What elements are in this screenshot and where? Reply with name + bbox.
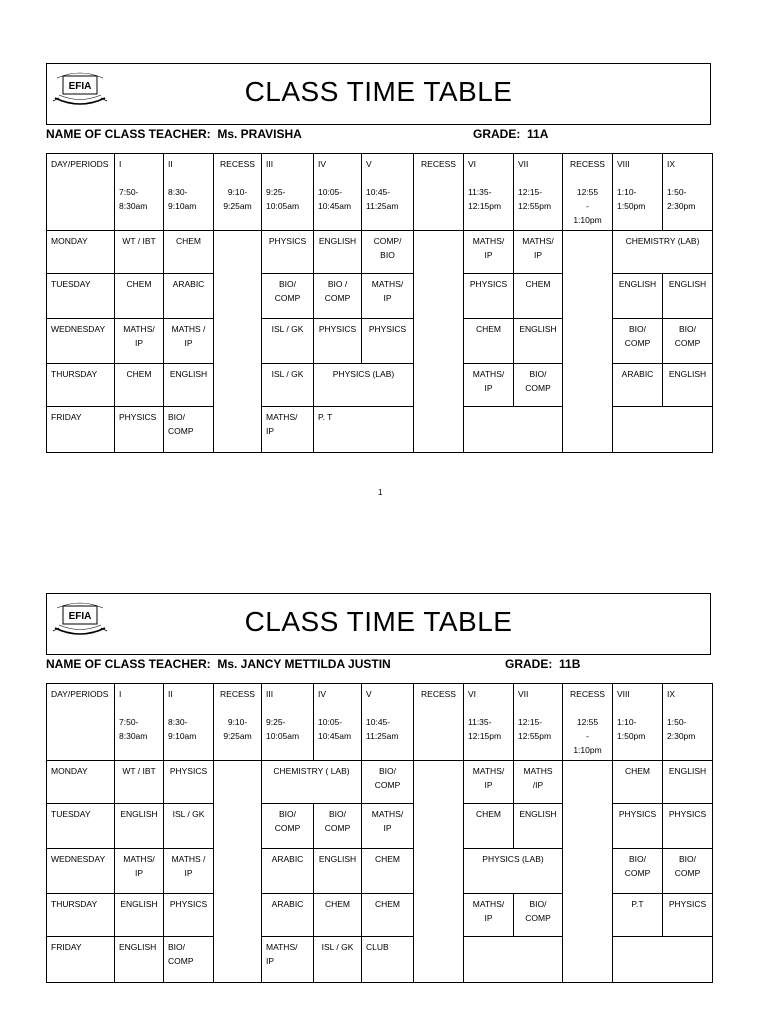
cell-wednesday-p1: MATHS/ IP	[115, 849, 164, 894]
recess-column-1	[214, 761, 262, 983]
recess-column-3	[563, 231, 613, 453]
cell-wednesday-p8: BIO/ COMP	[613, 319, 663, 364]
cell-monday-p5: BIO/ COMP	[362, 761, 414, 804]
header-period-1: I 7:50- 8:30am	[115, 154, 164, 231]
svg-text:EFIA: EFIA	[68, 611, 92, 622]
cell-monday-p9: ENGLISH	[663, 761, 713, 804]
cell-friday-p1: PHYSICS	[115, 407, 164, 453]
recess-column-3	[563, 761, 613, 983]
cell-wednesday-p4: PHYSICS	[314, 319, 362, 364]
cell-wednesday-p8: BIO/ COMP	[613, 849, 663, 894]
header-day: DAY/PERIODS	[47, 154, 115, 231]
cell-monday-p1: WT / IBT	[115, 761, 164, 804]
cell-friday-p3: MATHS/ IP	[262, 407, 314, 453]
day-wednesday: WEDNESDAY	[47, 849, 115, 894]
cell-thursday-p6: MATHS/ IP	[464, 364, 514, 407]
cell-friday-p2: BIO/ COMP	[164, 407, 214, 453]
cell-tuesday-p1: ENGLISH	[115, 804, 164, 849]
cell-thursday-p2: PHYSICS	[164, 894, 214, 937]
cell-tuesday-p2: ISL / GK	[164, 804, 214, 849]
cell-friday-p8-p9	[613, 937, 713, 983]
page-title: CLASS TIME TABLE	[244, 76, 513, 107]
cell-monday-p8: CHEM	[613, 761, 663, 804]
header-period-6: VI 11:35- 12:15pm	[464, 154, 514, 231]
cell-monday-p2: PHYSICS	[164, 761, 214, 804]
cell-friday-p4-p5: P. T	[314, 407, 414, 453]
header-period-7: VII 12:15- 12:55pm	[514, 684, 563, 761]
grade: GRADE: 11B	[505, 657, 581, 671]
timetable-grid	[46, 153, 713, 453]
cell-wednesday-p3: ARABIC	[262, 849, 314, 894]
cell-tuesday-p4: BIO/ COMP	[314, 804, 362, 849]
cell-monday-p2: CHEM	[164, 231, 214, 274]
header-period-2: II 8:30- 9:10am	[164, 684, 214, 761]
cell-friday-p1: ENGLISH	[115, 937, 164, 983]
header-period-8: VIII 1:10- 1:50pm	[613, 154, 663, 231]
header-recess-2: RECESS	[414, 154, 464, 231]
cell-thursday-p8: ARABIC	[613, 364, 663, 407]
cell-tuesday-p6: PHYSICS	[464, 274, 514, 319]
cell-thursday-p7: BIO/ COMP	[514, 894, 563, 937]
day-tuesday: TUESDAY	[47, 804, 115, 849]
header-period-4: IV 10:05- 10:45am	[314, 154, 362, 231]
header-recess-2: RECESS	[414, 684, 464, 761]
cell-tuesday-p1: CHEM	[115, 274, 164, 319]
cell-wednesday-p7: ENGLISH	[514, 319, 563, 364]
cell-tuesday-p7: CHEM	[514, 274, 563, 319]
header-period-6: VI 11:35- 12:15pm	[464, 684, 514, 761]
header-period-2: II 8:30- 9:10am	[164, 154, 214, 231]
cell-tuesday-p5: MATHS/ IP	[362, 804, 414, 849]
page-title: CLASS TIME TABLE	[244, 606, 513, 637]
day-thursday: THURSDAY	[47, 894, 115, 937]
header-period-8: VIII 1:10- 1:50pm	[613, 684, 663, 761]
cell-thursday-p5: CHEM	[362, 894, 414, 937]
cell-thursday-p9: PHYSICS	[663, 894, 713, 937]
cell-thursday-p1: CHEM	[115, 364, 164, 407]
cell-friday-p5: CLUB	[362, 937, 414, 983]
cell-wednesday-p2: MATHS / IP	[164, 319, 214, 364]
cell-friday-p8-p9	[613, 407, 713, 453]
grade: GRADE: 11A	[473, 127, 549, 141]
teacher-line	[46, 657, 711, 675]
header-recess-3: RECESS 12:55 - 1:10pm	[563, 684, 613, 761]
timetable-grid	[46, 683, 713, 983]
cell-monday-p7: MATHS/ IP	[514, 231, 563, 274]
cell-thursday-p7: BIO/ COMP	[514, 364, 563, 407]
cell-monday-p4: ENGLISH	[314, 231, 362, 274]
header-recess-1: RECESS 9:10- 9:25am	[214, 154, 262, 231]
header-period-5: V 10:45- 11:25am	[362, 684, 414, 761]
cell-friday-p6-p7	[464, 407, 563, 453]
cell-friday-p3: MATHS/ IP	[262, 937, 314, 983]
header-period-3: III 9:25- 10:05am	[262, 684, 314, 761]
cell-tuesday-p5: MATHS/ IP	[362, 274, 414, 319]
class-teacher: NAME OF CLASS TEACHER: Ms. JANCY METTILDA JUSTIN	[46, 657, 391, 671]
cell-tuesday-p6: CHEM	[464, 804, 514, 849]
day-monday: MONDAY	[47, 761, 115, 804]
day-monday: MONDAY	[47, 231, 115, 274]
cell-wednesday-p4: ENGLISH	[314, 849, 362, 894]
day-tuesday: TUESDAY	[47, 274, 115, 319]
header-period-9: IX 1:50- 2:30pm	[663, 154, 713, 231]
class-teacher: NAME OF CLASS TEACHER: Ms. PRAVISHA	[46, 127, 302, 141]
day-thursday: THURSDAY	[47, 364, 115, 407]
cell-thursday-p4-p5: PHYSICS (LAB)	[314, 364, 414, 407]
recess-column-2	[414, 761, 464, 983]
cell-thursday-p9: ENGLISH	[663, 364, 713, 407]
header-period-4: IV 10:05- 10:45am	[314, 684, 362, 761]
day-friday: FRIDAY	[47, 937, 115, 983]
day-wednesday: WEDNESDAY	[47, 319, 115, 364]
cell-tuesday-p8: ENGLISH	[613, 274, 663, 319]
cell-monday-p1: WT / IBT	[115, 231, 164, 274]
cell-wednesday-p6: CHEM	[464, 319, 514, 364]
header-recess-3: RECESS 12:55 - 1:10pm	[563, 154, 613, 231]
recess-column-1	[214, 231, 262, 453]
cell-thursday-p3: ARABIC	[262, 894, 314, 937]
header-period-5: V 10:45- 11:25am	[362, 154, 414, 231]
header-box	[46, 593, 711, 655]
recess-column-2	[414, 231, 464, 453]
cell-tuesday-p9: ENGLISH	[663, 274, 713, 319]
header-period-1: I 7:50- 8:30am	[115, 684, 164, 761]
cell-monday-p6: MATHS/ IP	[464, 761, 514, 804]
day-friday: FRIDAY	[47, 407, 115, 453]
cell-wednesday-p1: MATHS/ IP	[115, 319, 164, 364]
cell-monday-p5: COMP/ BIO	[362, 231, 414, 274]
header-period-7: VII 12:15- 12:55pm	[514, 154, 563, 231]
cell-thursday-p6: MATHS/ IP	[464, 894, 514, 937]
cell-wednesday-p5: CHEM	[362, 849, 414, 894]
cell-wednesday-p2: MATHS / IP	[164, 849, 214, 894]
cell-friday-p4: ISL / GK	[314, 937, 362, 983]
cell-thursday-p8: P.T	[613, 894, 663, 937]
cell-tuesday-p3: BIO/ COMP	[262, 804, 314, 849]
header-period-9: IX 1:50- 2:30pm	[663, 684, 713, 761]
cell-tuesday-p9: PHYSICS	[663, 804, 713, 849]
cell-tuesday-p4: BIO / COMP	[314, 274, 362, 319]
header-period-3: III 9:25- 10:05am	[262, 154, 314, 231]
header-recess-1: RECESS 9:10- 9:25am	[214, 684, 262, 761]
cell-thursday-p2: ENGLISH	[164, 364, 214, 407]
header-box	[46, 63, 711, 125]
cell-wednesday-p3: ISL / GK	[262, 319, 314, 364]
cell-tuesday-p3: BIO/ COMP	[262, 274, 314, 319]
cell-thursday-p1: ENGLISH	[115, 894, 164, 937]
cell-monday-p7: MATHS /IP	[514, 761, 563, 804]
cell-wednesday-p5: PHYSICS	[362, 319, 414, 364]
cell-tuesday-p7: ENGLISH	[514, 804, 563, 849]
cell-tuesday-p8: PHYSICS	[613, 804, 663, 849]
cell-friday-p6-p7	[464, 937, 563, 983]
header-day: DAY/PERIODS	[47, 684, 115, 761]
cell-tuesday-p2: ARABIC	[164, 274, 214, 319]
cell-wednesday-p9: BIO/ COMP	[663, 319, 713, 364]
page-number: 1	[378, 488, 383, 497]
cell-monday-p3: PHYSICS	[262, 231, 314, 274]
cell-monday-p6: MATHS/ IP	[464, 231, 514, 274]
teacher-line	[46, 127, 711, 145]
cell-wednesday-p6-p7: PHYSICS (LAB)	[464, 849, 563, 894]
cell-thursday-p3: ISL / GK	[262, 364, 314, 407]
cell-friday-p2: BIO/ COMP	[164, 937, 214, 983]
svg-text:EFIA: EFIA	[68, 81, 92, 92]
cell-wednesday-p9: BIO/ COMP	[663, 849, 713, 894]
cell-monday-p8-p9: CHEMISTRY (LAB)	[613, 231, 713, 274]
cell-thursday-p4: CHEM	[314, 894, 362, 937]
cell-monday-p3-p4: CHEMISTRY ( LAB)	[262, 761, 362, 804]
